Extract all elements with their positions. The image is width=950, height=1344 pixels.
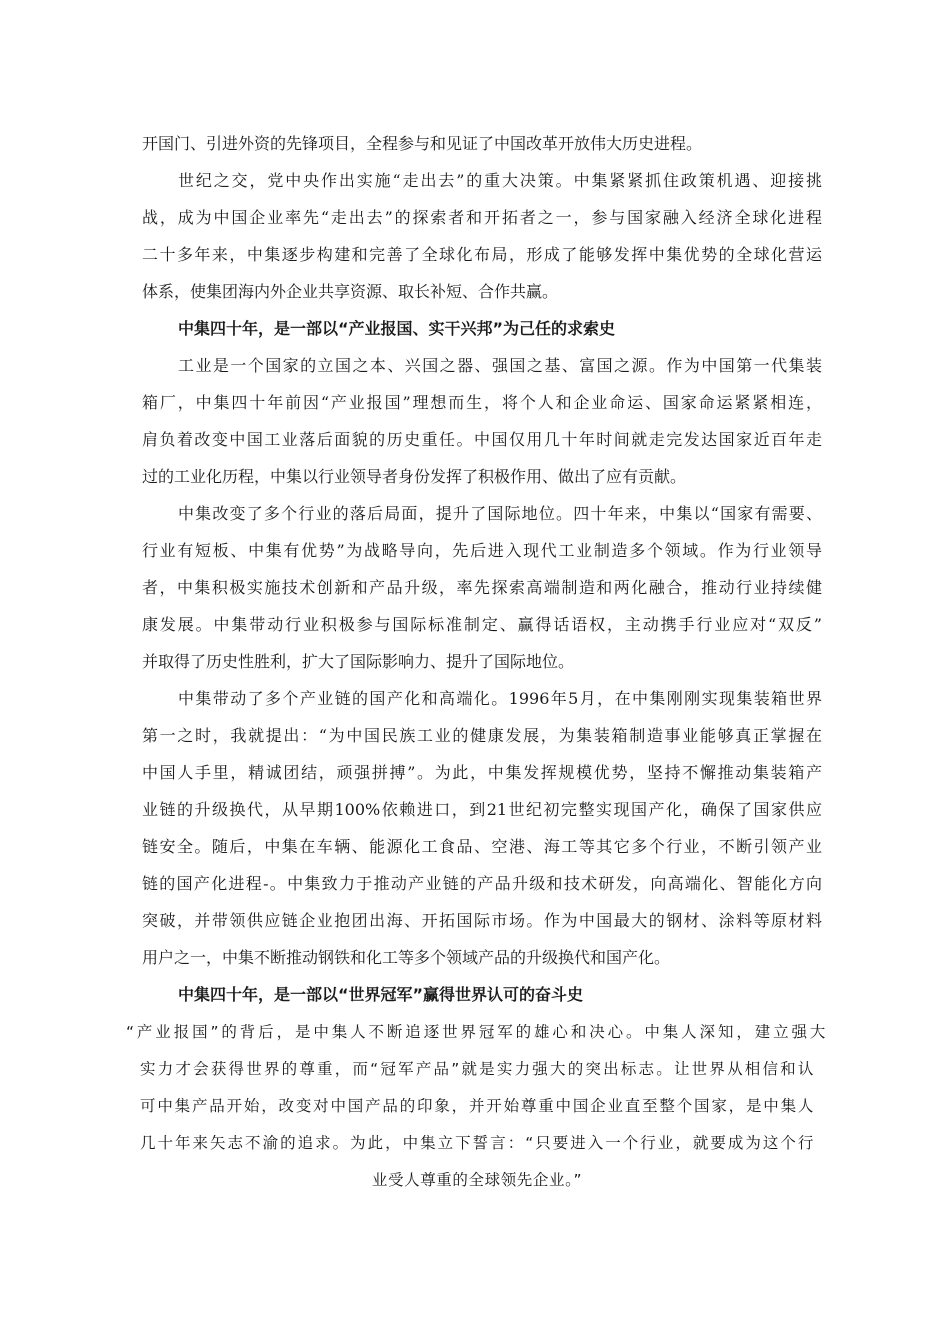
paragraph-intro-line: 开国门、引进外资的先锋项目，全程参与和见证了中国改革开放伟大历史进程。 [142, 134, 703, 153]
paragraph-industry-line: 箱厂，中集四十年前因“产业报国”理想而生，将个人和企业命运、国家命运紧紧相连， [142, 393, 822, 412]
paragraph-changed-industries-line: 行业有短板、中集有优势”为战略导向，先后进入现代工业制造多个领域。作为行业领导 [142, 541, 822, 560]
paragraph-champion-line: 实力才会获得世界的尊重，而“冠军产品”就是实力强大的突出标志。让世界从相信和认 [140, 1060, 814, 1078]
paragraph-changed-industries-line: 康发展。中集带动行业积极参与国际标准制定、赢得话语权，主动携手行业应对“双反” [142, 615, 822, 634]
paragraph-supply-chain-line: 中国人手里，精诚团结，顽强拼搏”。为此，中集发挥规模优势，坚持不懈推动集装箱产 [142, 763, 822, 782]
paragraph-champion-line: 几十年来矢志不渝的追求。为此，中集立下誓言：“只要进入一个行业，就要成为这个行 [140, 1134, 814, 1152]
paragraph-go-global-line: 世纪之交，党中央作出实施“走出去”的重大决策。中集紧紧抓住政策机遇、迎接挑 [178, 171, 822, 190]
paragraph-champion-line: 业受人尊重的全球领先企业。” [371, 1171, 583, 1189]
paragraph-changed-industries-line: 者，中集积极实施技术创新和产品升级，率先探索高端制造和两化融合，推动行业持续健 [142, 578, 822, 597]
paragraph-go-global-line: 战，成为中国企业率先“走出去”的探索者和开拓者之一，参与国家融入经济全球化进程 [142, 208, 822, 227]
paragraph-changed-industries-line: 中集改变了多个行业的落后局面，提升了国际地位。四十年来，中集以“国家有需要、 [178, 504, 822, 523]
paragraph-champion-line: 可中集产品开始，改变对中国产品的印象，并开始尊重中国企业直至整个国家，是中集人 [140, 1097, 814, 1115]
paragraph-changed-industries-line: 并取得了历史性胜利，扩大了国际影响力、提升了国际地位。 [142, 652, 575, 671]
paragraph-champion-line: “产业报国”的背后，是中集人不断追逐世界冠军的雄心和决心。中集人深知，建立强大 [126, 1023, 826, 1041]
paragraph-supply-chain-line: 链的国产化进程-。中集致力于推动产业链的产品升级和技术研发，向高端化、智能化方向 [142, 874, 822, 893]
section-heading-industry: 中集四十年，是一部以“产业报国、实干兴邦”为己任的求索史 [178, 319, 616, 338]
paragraph-supply-chain-line: 链安全。随后，中集在车辆、能源化工食品、空港、海工等其它多个行业，不断引领产业 [142, 837, 822, 856]
paragraph-industry-line: 过的工业化历程，中集以行业领导者身份发挥了积极作用、做出了应有贡献。 [142, 467, 687, 486]
paragraph-supply-chain-line: 突破，并带领供应链企业抱团出海、开拓国际市场。作为中国最大的钢材、涂料等原材料 [142, 911, 822, 930]
paragraph-supply-chain-line: 第一之时，我就提出：“为中国民族工业的健康发展，为集装箱制造事业能够真正掌握在 [142, 726, 822, 745]
paragraph-supply-chain-line: 用户之一，中集不断推动钢铁和化工等多个领域产品的升级换代和国产化。 [142, 948, 671, 967]
paragraph-industry-line: 肩负着改变中国工业落后面貌的历史重任。中国仅用几十年时间就走完发达国家近百年走 [142, 430, 822, 449]
section-heading-champion: 中集四十年，是一部以“世界冠军”赢得世界认可的奋斗史 [178, 985, 584, 1004]
paragraph-go-global-line: 二十多年来，中集逐步构建和完善了全球化布局，形成了能够发挥中集优势的全球化营运 [142, 245, 822, 264]
paragraph-supply-chain-line: 业链的升级换代，从早期100%依赖进口，到21世纪初完整实现国产化，确保了国家供应 [142, 800, 822, 819]
paragraph-supply-chain-line: 中集带动了多个产业链的国产化和高端化。1996年5月，在中集刚刚实现集装箱世界 [178, 689, 822, 708]
paragraph-go-global-line: 体系，使集团海内外企业共享资源、取长补短、合作共赢。 [142, 282, 559, 301]
paragraph-industry-line: 工业是一个国家的立国之本、兴国之器、强国之基、富国之源。作为中国第一代集装 [178, 356, 822, 375]
